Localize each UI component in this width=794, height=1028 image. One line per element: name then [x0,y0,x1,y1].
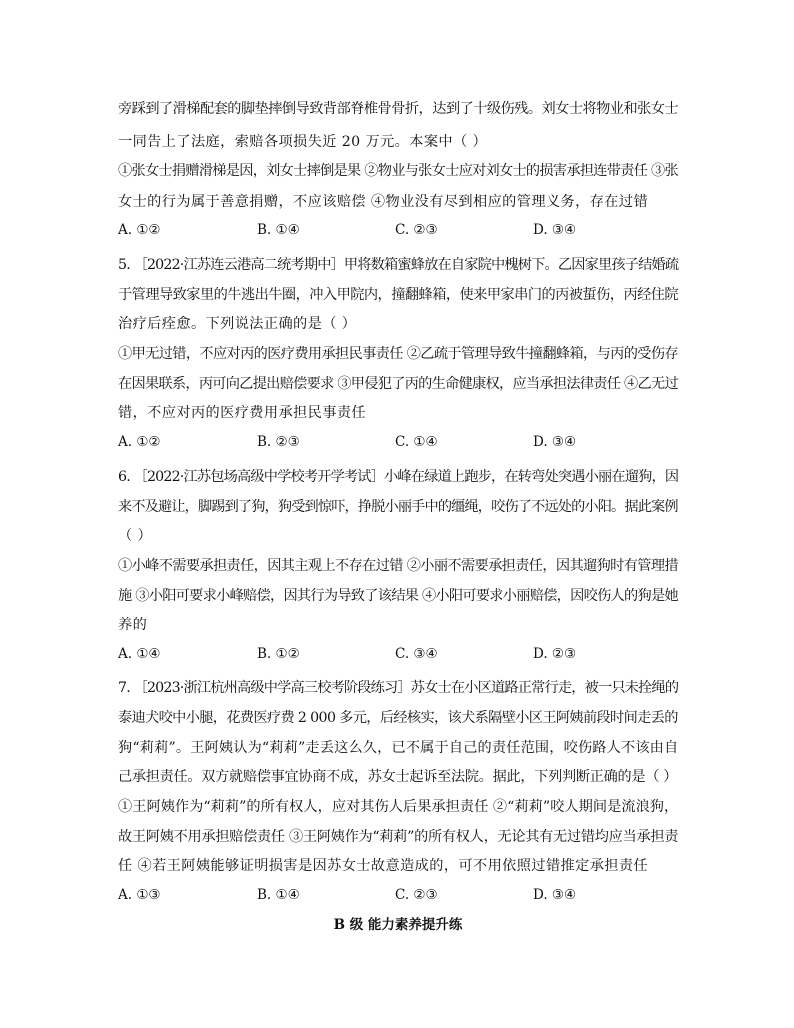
q7-option-d[interactable]: D. ③④ [533,887,577,903]
q7-line-3: 狗“莉莉”。王阿姨认为“莉莉”走丢这么久，已不属于自己的责任范围，咬伤路人不该由自 [118,740,679,756]
q5-line-3: 治疗后痊愈。下列说法正确的是（ ） [118,316,357,332]
q4-line-1: 旁踩到了滑梯配套的脚垫摔倒导致背部脊椎骨骨折，达到了十级伤残。刘女士将物业和张女士 [118,101,679,117]
q4-options [118,222,678,242]
q4-line-3: ①张女士捐赠滑梯是因，刘女士摔倒是果 ②物业与张女士应对刘女士的损害承担连带责任 ③张 [118,163,678,179]
q4-line-4: 女士的行为属于善意捐赠，不应该赔偿 ④物业没有尽到相应的管理义务，存在过错 [118,194,649,210]
q5-option-d[interactable]: D. ③④ [533,434,577,450]
q6-line-1: 6. ［2022·江苏包场高级中学校考开学考试］小峰在绿道上跑步，在转弯处突遇小丽在遛狗，因 [118,469,679,485]
q7-option-c[interactable]: C. ②③ [395,887,438,903]
q7-line-5: ①王阿姨作为“莉莉”的所有权人，应对其伤人后果承担责任 ②“莉莉”咬人期间是流浪狗， [118,799,679,815]
q6-line-2: 来不及避让，脚踢到了狗，狗受到惊吓，挣脱小丽手中的缰绳，咬伤了不远处的小阳。据此案例 [118,499,678,515]
q4-line-2: 一同告上了法庭，索赔各项损失近 20 万元。本案中（ ） [118,134,488,150]
q6-line-4: ①小峰不需要承担责任，因其主观上不存在过错 ②小丽不需要承担责任，因其遛狗时有管理措 [118,558,679,574]
q7-line-2: 泰迪犬咬中小腿，花费医疗费 2 000 多元，后经核实，该犬系隔壁小区王阿姨前段时间走丢的 [118,710,678,726]
q7-option-a[interactable]: A. ①③ [118,887,161,903]
q7-options [118,887,678,907]
q5-option-c[interactable]: C. ①④ [395,434,438,450]
q7-line-6: 故王阿姨不用承担赔偿责任 ③王阿姨作为“莉莉”的所有权人，无论其有无过错均应当承担责 [118,829,679,845]
q5-options [118,434,678,454]
q6-option-d[interactable]: D. ②③ [533,646,577,662]
q4-option-c[interactable]: C. ②③ [395,222,438,238]
q7-line-1: 7. ［2023·浙江杭州高级中学高三校考阶段练习］苏女士在小区道路正常行走，被一只未拴绳的 [118,680,679,696]
q5-line-2: 于管理导致家里的牛逃出牛圈，冲入甲院内，撞翻蜂箱，使来甲家串门的丙被蜇伤，丙经住院 [118,287,679,303]
q5-line-6: 错，不应对丙的医疗费用承担民事责任 [118,405,366,421]
q6-line-6: 养的 [118,617,148,633]
q6-options [118,646,678,666]
q7-line-4: 己承担责任。双方就赔偿事宜协商不成，苏女士起诉至法院。据此，下列判断正确的是（ ） [118,769,678,785]
q4-option-d[interactable]: D. ③④ [533,222,577,238]
q6-option-a[interactable]: A. ①④ [118,646,161,662]
q6-option-b[interactable]: B. ①② [257,646,300,662]
q5-option-a[interactable]: A. ①② [118,434,161,450]
q4-option-b[interactable]: B. ①④ [257,222,300,238]
q5-line-4: ①甲无过错，不应对丙的医疗费用承担民事责任 ②乙疏于管理导致牛撞翻蜂箱，与丙的受伤存 [118,346,679,362]
q6-line-5: 施 ③小阳可要求小峰赔偿，因其行为导致了该结果 ④小阳可要求小丽赔偿，因咬伤人的狗是她 [118,588,678,604]
q7-line-7: 任 ④若王阿姨能够证明损害是因苏女士故意造成的，可不用依照过错推定承担责任 [118,858,649,874]
q5-option-b[interactable]: B. ②③ [257,434,300,450]
q6-line-3: （ ） [118,528,153,544]
q5-line-5: 在因果联系，丙可向乙提出赔偿要求 ③甲侵犯了丙的生命健康权，应当承担法律责任 ④乙无过 [118,376,678,392]
q4-option-a[interactable]: A. ①② [118,222,161,238]
q7-option-b[interactable]: B. ①④ [257,887,300,903]
section-title: B 级 能力素养提升练 [333,917,463,933]
q6-option-c[interactable]: C. ③④ [395,646,438,662]
q5-line-1: 5. ［2022·江苏连云港高二统考期中］甲将数箱蜜蜂放在自家院中槐树下。乙因家里孩子结婚疏 [118,257,679,273]
